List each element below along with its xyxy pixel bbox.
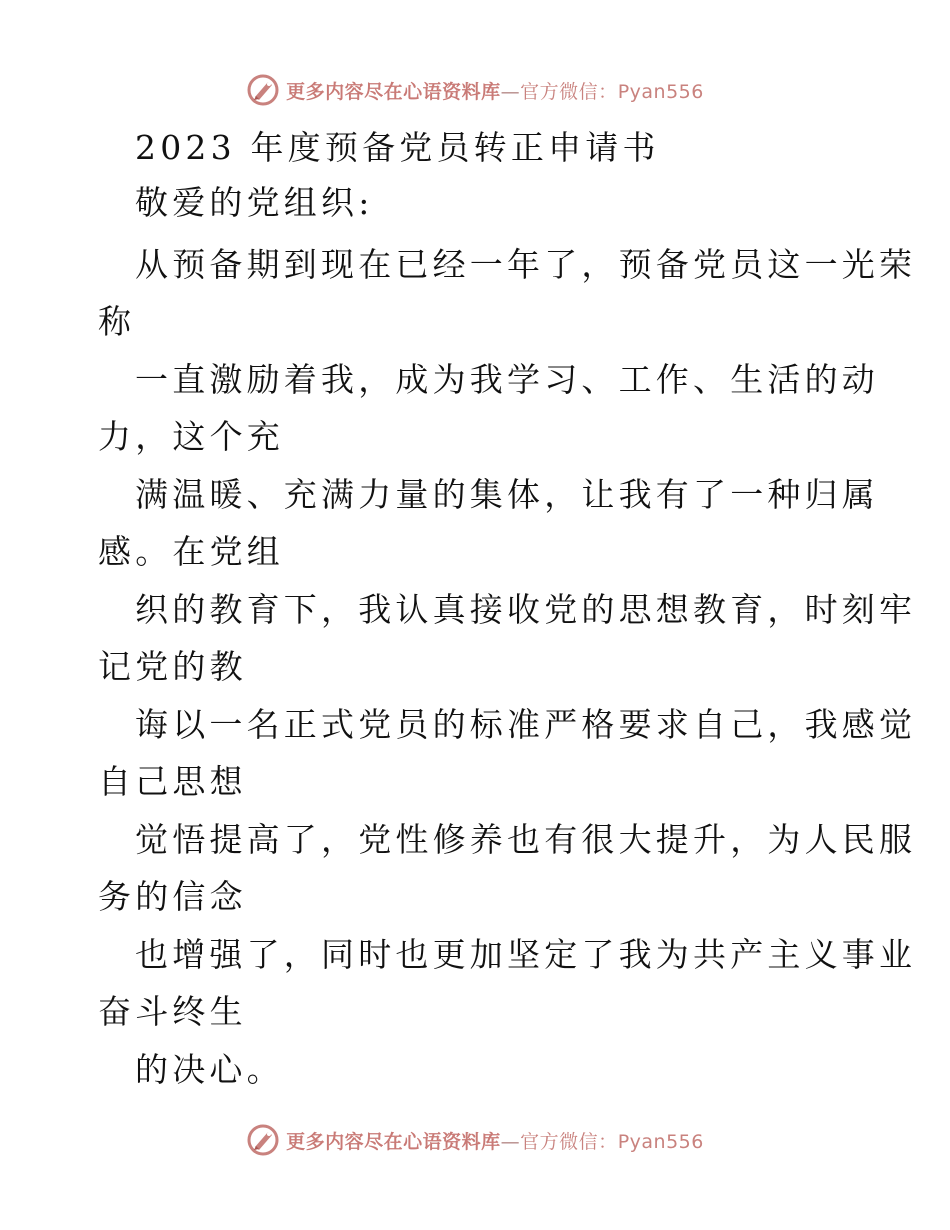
paragraph-line: 觉悟提高了，党性修养也有很大提升，为人民服 [135,820,917,859]
paragraph-line: 称 [98,302,136,341]
document-title: 2023 年度预备党员转正申请书 [135,128,660,167]
header-watermark [0,70,950,110]
paragraph-line: 奋斗终生 [98,992,247,1031]
salutation: 敬爱的党组织: [135,183,374,222]
watermark-text: 更多内容尽在心语资料库—官方微信：Pyan556 [286,80,704,103]
paragraph-line: 织的教育下，我认真接收党的思想教育，时刻牢 [135,590,917,629]
paragraph-line: 满温暖、充满力量的集体，让我有了一种归属 [135,475,879,514]
paragraph-line: 也增强了，同时也更加坚定了我为共产主义事业 [135,935,917,974]
watermark-text: 更多内容尽在心语资料库—官方微信：Pyan556 [286,1130,704,1153]
paragraph-line: 诲以一名正式党员的标准严格要求自己，我感觉 [135,705,917,744]
paragraph-line: 感。在党组 [98,532,284,571]
pen-seal-icon [246,1123,280,1157]
paragraph-line: 的决心。 [135,1050,284,1089]
paragraph-line: 务的信念 [98,877,247,916]
paragraph-line: 从预备期到现在已经一年了，预备党员这一光荣 [135,245,917,284]
paragraph-line: 记党的教 [98,647,247,686]
paragraph-line: 自己思想 [98,762,247,801]
paragraph-line: 一直激励着我，成为我学习、工作、生活的动 [135,360,879,399]
footer-watermark [0,1120,950,1160]
pen-seal-icon [246,73,280,107]
paragraph-line: 力，这个充 [98,417,284,456]
